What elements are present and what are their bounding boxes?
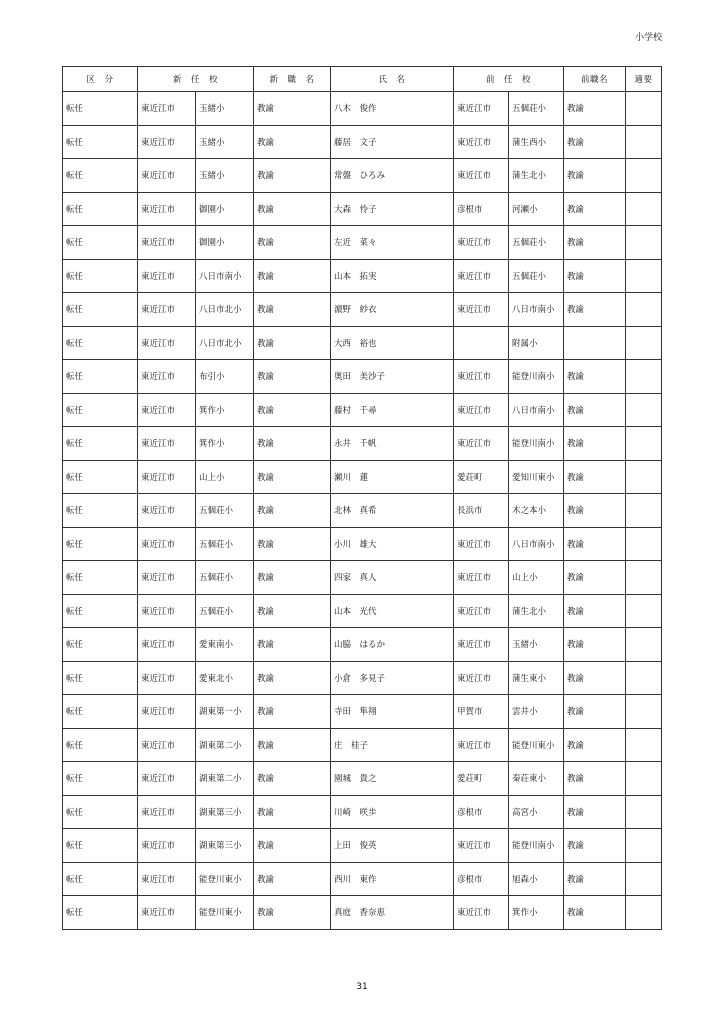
previous-school-cell: 八日市南小	[509, 393, 564, 427]
previous-municipality-cell: 東近江市	[454, 594, 509, 628]
category-cell: 転任	[63, 159, 138, 193]
previous-position-cell: 教諭	[564, 427, 626, 461]
remarks-cell	[626, 192, 662, 226]
previous-position-cell: 教諭	[564, 628, 626, 662]
remarks-cell	[626, 661, 662, 695]
new-position-cell: 教諭	[254, 226, 331, 260]
previous-school-cell: 河瀬小	[509, 192, 564, 226]
name-cell: 真庭 香奈恵	[331, 896, 454, 930]
table-row	[63, 125, 662, 159]
previous-municipality-cell: 東近江市	[454, 427, 509, 461]
new-position-cell: 教諭	[254, 92, 331, 126]
previous-position-cell: 教諭	[564, 728, 626, 762]
remarks-cell	[626, 460, 662, 494]
header-name: 氏 名	[331, 67, 454, 92]
new-school-cell: 箕作小	[196, 427, 254, 461]
category-cell: 転任	[63, 427, 138, 461]
new-municipality-cell: 東近江市	[138, 594, 196, 628]
previous-school-cell: 高宮小	[509, 795, 564, 829]
remarks-cell	[626, 293, 662, 327]
previous-school-cell: 能登川南小	[509, 829, 564, 863]
remarks-cell	[626, 427, 662, 461]
name-cell: 左近 菜々	[331, 226, 454, 260]
previous-municipality-cell: 東近江市	[454, 360, 509, 394]
new-school-cell: 湖東第三小	[196, 829, 254, 863]
new-municipality-cell: 東近江市	[138, 762, 196, 796]
table-row	[63, 92, 662, 126]
table-row	[63, 192, 662, 226]
previous-position-cell: 教諭	[564, 661, 626, 695]
category-cell: 転任	[63, 293, 138, 327]
new-position-cell: 教諭	[254, 125, 331, 159]
previous-position-cell: 教諭	[564, 460, 626, 494]
new-municipality-cell: 東近江市	[138, 795, 196, 829]
table-row	[63, 795, 662, 829]
previous-municipality-cell: 彦根市	[454, 862, 509, 896]
previous-school-cell: 五個荘小	[509, 92, 564, 126]
previous-municipality-cell: 東近江市	[454, 159, 509, 193]
category-cell: 転任	[63, 92, 138, 126]
header-remarks: 適要	[626, 67, 662, 92]
previous-position-cell: 教諭	[564, 125, 626, 159]
new-municipality-cell: 東近江市	[138, 259, 196, 293]
new-municipality-cell: 東近江市	[138, 561, 196, 595]
table-row	[63, 326, 662, 360]
previous-school-cell: 箕作小	[509, 896, 564, 930]
previous-school-cell: 雲井小	[509, 695, 564, 729]
table-row	[63, 527, 662, 561]
new-position-cell: 教諭	[254, 661, 331, 695]
table-row	[63, 159, 662, 193]
header-category: 区 分	[63, 67, 138, 92]
new-municipality-cell: 東近江市	[138, 159, 196, 193]
previous-municipality-cell: 東近江市	[454, 728, 509, 762]
new-school-cell: 箕作小	[196, 393, 254, 427]
new-position-cell: 教諭	[254, 360, 331, 394]
category-cell: 転任	[63, 862, 138, 896]
new-school-cell: 能登川東小	[196, 896, 254, 930]
new-school-cell: 湖東第一小	[196, 695, 254, 729]
name-cell: 藤村 千尋	[331, 393, 454, 427]
previous-school-cell: 能登川南小	[509, 427, 564, 461]
new-school-cell: 山上小	[196, 460, 254, 494]
remarks-cell	[626, 594, 662, 628]
table-row	[63, 259, 662, 293]
previous-position-cell: 教諭	[564, 494, 626, 528]
previous-position-cell: 教諭	[564, 862, 626, 896]
new-school-cell: 五個荘小	[196, 527, 254, 561]
header-new-position: 新 職 名	[254, 67, 331, 92]
remarks-cell	[626, 762, 662, 796]
name-cell: 奥田 美沙子	[331, 360, 454, 394]
name-cell: 大森 怜子	[331, 192, 454, 226]
previous-position-cell: 教諭	[564, 762, 626, 796]
category-cell: 転任	[63, 125, 138, 159]
previous-municipality-cell: 東近江市	[454, 92, 509, 126]
new-municipality-cell: 東近江市	[138, 862, 196, 896]
new-municipality-cell: 東近江市	[138, 192, 196, 226]
new-municipality-cell: 東近江市	[138, 695, 196, 729]
remarks-cell	[626, 226, 662, 260]
name-cell: 大西 裕也	[331, 326, 454, 360]
new-position-cell: 教諭	[254, 829, 331, 863]
new-position-cell: 教諭	[254, 762, 331, 796]
header-new-school: 新 任 校	[138, 67, 254, 92]
name-cell: 西川 東作	[331, 862, 454, 896]
new-school-cell: 玉緒小	[196, 92, 254, 126]
category-cell: 転任	[63, 896, 138, 930]
category-cell: 転任	[63, 360, 138, 394]
table-row	[63, 561, 662, 595]
remarks-cell	[626, 728, 662, 762]
new-position-cell: 教諭	[254, 628, 331, 662]
category-cell: 転任	[63, 795, 138, 829]
previous-municipality-cell: 愛荘町	[454, 762, 509, 796]
new-municipality-cell: 東近江市	[138, 494, 196, 528]
previous-position-cell: 教諭	[564, 393, 626, 427]
table-row	[63, 896, 662, 930]
new-municipality-cell: 東近江市	[138, 393, 196, 427]
category-cell: 転任	[63, 728, 138, 762]
new-position-cell: 教諭	[254, 728, 331, 762]
new-position-cell: 教諭	[254, 293, 331, 327]
previous-municipality-cell: 東近江市	[454, 661, 509, 695]
remarks-cell	[626, 259, 662, 293]
remarks-cell	[626, 494, 662, 528]
new-position-cell: 教諭	[254, 427, 331, 461]
name-cell: 藤居 文子	[331, 125, 454, 159]
remarks-cell	[626, 896, 662, 930]
name-cell: 山本 光代	[331, 594, 454, 628]
table-row	[63, 829, 662, 863]
table-row	[63, 393, 662, 427]
category-cell: 転任	[63, 829, 138, 863]
table-row	[63, 661, 662, 695]
new-school-cell: 御園小	[196, 192, 254, 226]
previous-position-cell: 教諭	[564, 594, 626, 628]
previous-municipality-cell: 東近江市	[454, 125, 509, 159]
new-position-cell: 教諭	[254, 896, 331, 930]
previous-position-cell: 教諭	[564, 795, 626, 829]
new-school-cell: 八日市北小	[196, 326, 254, 360]
remarks-cell	[626, 862, 662, 896]
name-cell: 園城 貴之	[331, 762, 454, 796]
previous-position-cell: 教諭	[564, 561, 626, 595]
previous-position-cell: 教諭	[564, 159, 626, 193]
table-row	[63, 427, 662, 461]
new-position-cell: 教諭	[254, 460, 331, 494]
previous-municipality-cell: 彦根市	[454, 192, 509, 226]
previous-municipality-cell: 東近江市	[454, 393, 509, 427]
previous-school-cell: 五個荘小	[509, 259, 564, 293]
name-cell: 小川 雄大	[331, 527, 454, 561]
previous-municipality-cell: 東近江市	[454, 829, 509, 863]
new-school-cell: 五個荘小	[196, 594, 254, 628]
previous-school-cell: 秦荘東小	[509, 762, 564, 796]
name-cell: 山本 拓実	[331, 259, 454, 293]
new-position-cell: 教諭	[254, 561, 331, 595]
category-cell: 転任	[63, 661, 138, 695]
header-previous-school: 前 任 校	[454, 67, 564, 92]
remarks-cell	[626, 92, 662, 126]
previous-position-cell	[564, 326, 626, 360]
table-row	[63, 494, 662, 528]
table-header-row	[63, 67, 662, 92]
previous-municipality-cell: 東近江市	[454, 293, 509, 327]
new-position-cell: 教諭	[254, 695, 331, 729]
previous-position-cell: 教諭	[564, 259, 626, 293]
new-municipality-cell: 東近江市	[138, 226, 196, 260]
new-school-cell: 湖東第三小	[196, 795, 254, 829]
category-cell: 転任	[63, 460, 138, 494]
name-cell: 永井 千帆	[331, 427, 454, 461]
new-position-cell: 教諭	[254, 259, 331, 293]
page-number: 31	[356, 982, 368, 992]
new-position-cell: 教諭	[254, 527, 331, 561]
new-municipality-cell: 東近江市	[138, 427, 196, 461]
previous-school-cell: 蒲生西小	[509, 125, 564, 159]
previous-school-cell: 蒲生北小	[509, 159, 564, 193]
name-cell: 小倉 多見子	[331, 661, 454, 695]
personnel-table	[62, 66, 662, 930]
remarks-cell	[626, 159, 662, 193]
new-school-cell: 玉緒小	[196, 125, 254, 159]
previous-municipality-cell: 東近江市	[454, 561, 509, 595]
new-school-cell: 能登川東小	[196, 862, 254, 896]
new-municipality-cell: 東近江市	[138, 360, 196, 394]
new-school-cell: 八日市南小	[196, 259, 254, 293]
previous-school-cell: 山上小	[509, 561, 564, 595]
previous-school-cell: 木之本小	[509, 494, 564, 528]
header-previous-position: 前職名	[564, 67, 626, 92]
previous-position-cell: 教諭	[564, 226, 626, 260]
table-row	[63, 762, 662, 796]
previous-school-cell: 玉緒小	[509, 628, 564, 662]
previous-municipality-cell: 東近江市	[454, 527, 509, 561]
new-school-cell: 布引小	[196, 360, 254, 394]
name-cell: 庄 桂子	[331, 728, 454, 762]
previous-school-cell: 蒲生東小	[509, 661, 564, 695]
name-cell: 山脇 はるか	[331, 628, 454, 662]
remarks-cell	[626, 695, 662, 729]
previous-school-cell: 八日市南小	[509, 527, 564, 561]
name-cell: 八木 俊作	[331, 92, 454, 126]
previous-school-cell: 能登川東小	[509, 728, 564, 762]
new-municipality-cell: 東近江市	[138, 293, 196, 327]
category-cell: 転任	[63, 561, 138, 595]
new-municipality-cell: 東近江市	[138, 326, 196, 360]
new-school-cell: 八日市北小	[196, 293, 254, 327]
table-row	[63, 862, 662, 896]
category-cell: 転任	[63, 393, 138, 427]
new-position-cell: 教諭	[254, 192, 331, 226]
name-cell: 寺田 隼翔	[331, 695, 454, 729]
remarks-cell	[626, 527, 662, 561]
category-cell: 転任	[63, 494, 138, 528]
new-position-cell: 教諭	[254, 795, 331, 829]
name-cell: 濵野 紗衣	[331, 293, 454, 327]
category-cell: 転任	[63, 594, 138, 628]
table-row	[63, 594, 662, 628]
category-cell: 転任	[63, 762, 138, 796]
new-position-cell: 教諭	[254, 326, 331, 360]
category-cell: 転任	[63, 326, 138, 360]
previous-municipality-cell: 東近江市	[454, 226, 509, 260]
previous-municipality-cell: 愛荘町	[454, 460, 509, 494]
previous-school-cell: 五個荘小	[509, 226, 564, 260]
new-municipality-cell: 東近江市	[138, 829, 196, 863]
category-cell: 転任	[63, 259, 138, 293]
new-municipality-cell: 東近江市	[138, 527, 196, 561]
table-row	[63, 628, 662, 662]
previous-position-cell: 教諭	[564, 527, 626, 561]
remarks-cell	[626, 795, 662, 829]
new-school-cell: 五個荘小	[196, 494, 254, 528]
new-school-cell: 湖東第二小	[196, 728, 254, 762]
category-cell: 転任	[63, 192, 138, 226]
remarks-cell	[626, 360, 662, 394]
previous-municipality-cell	[454, 326, 509, 360]
previous-position-cell: 教諭	[564, 695, 626, 729]
previous-school-cell: 蒲生北小	[509, 594, 564, 628]
previous-position-cell: 教諭	[564, 192, 626, 226]
previous-municipality-cell: 東近江市	[454, 896, 509, 930]
table-row	[63, 293, 662, 327]
new-position-cell: 教諭	[254, 594, 331, 628]
new-municipality-cell: 東近江市	[138, 92, 196, 126]
table-row	[63, 226, 662, 260]
previous-position-cell: 教諭	[564, 92, 626, 126]
remarks-cell	[626, 125, 662, 159]
new-school-cell: 御園小	[196, 226, 254, 260]
previous-school-cell: 愛知川東小	[509, 460, 564, 494]
new-municipality-cell: 東近江市	[138, 896, 196, 930]
new-school-cell: 愛東南小	[196, 628, 254, 662]
previous-school-cell: 旭森小	[509, 862, 564, 896]
name-cell: 四家 真人	[331, 561, 454, 595]
remarks-cell	[626, 561, 662, 595]
new-school-cell: 五個荘小	[196, 561, 254, 595]
table-row	[63, 728, 662, 762]
name-cell: 川崎 咲歩	[331, 795, 454, 829]
new-municipality-cell: 東近江市	[138, 125, 196, 159]
previous-municipality-cell: 東近江市	[454, 259, 509, 293]
new-position-cell: 教諭	[254, 159, 331, 193]
category-cell: 転任	[63, 628, 138, 662]
category-cell: 転任	[63, 226, 138, 260]
previous-position-cell: 教諭	[564, 829, 626, 863]
new-school-cell: 玉緒小	[196, 159, 254, 193]
previous-school-cell: 能登川南小	[509, 360, 564, 394]
new-municipality-cell: 東近江市	[138, 628, 196, 662]
category-cell: 転任	[63, 695, 138, 729]
name-cell: 上田 俊英	[331, 829, 454, 863]
previous-municipality-cell: 長浜市	[454, 494, 509, 528]
new-position-cell: 教諭	[254, 393, 331, 427]
new-municipality-cell: 東近江市	[138, 728, 196, 762]
table-row	[63, 460, 662, 494]
new-position-cell: 教諭	[254, 862, 331, 896]
table-row	[63, 360, 662, 394]
remarks-cell	[626, 628, 662, 662]
new-municipality-cell: 東近江市	[138, 661, 196, 695]
new-school-cell: 湖東第二小	[196, 762, 254, 796]
previous-municipality-cell: 彦根市	[454, 795, 509, 829]
name-cell: 瀬川 蓮	[331, 460, 454, 494]
previous-municipality-cell: 甲賀市	[454, 695, 509, 729]
previous-position-cell: 教諭	[564, 293, 626, 327]
new-school-cell: 愛東北小	[196, 661, 254, 695]
previous-school-cell: 附属小	[509, 326, 564, 360]
remarks-cell	[626, 829, 662, 863]
remarks-cell	[626, 326, 662, 360]
previous-school-cell: 八日市南小	[509, 293, 564, 327]
name-cell: 北林 真希	[331, 494, 454, 528]
name-cell: 常盤 ひろみ	[331, 159, 454, 193]
remarks-cell	[626, 393, 662, 427]
previous-position-cell: 教諭	[564, 896, 626, 930]
table-row	[63, 695, 662, 729]
new-position-cell: 教諭	[254, 494, 331, 528]
school-level-label: 小学校	[634, 33, 662, 43]
category-cell: 転任	[63, 527, 138, 561]
previous-position-cell: 教諭	[564, 360, 626, 394]
new-municipality-cell: 東近江市	[138, 460, 196, 494]
previous-municipality-cell: 東近江市	[454, 628, 509, 662]
